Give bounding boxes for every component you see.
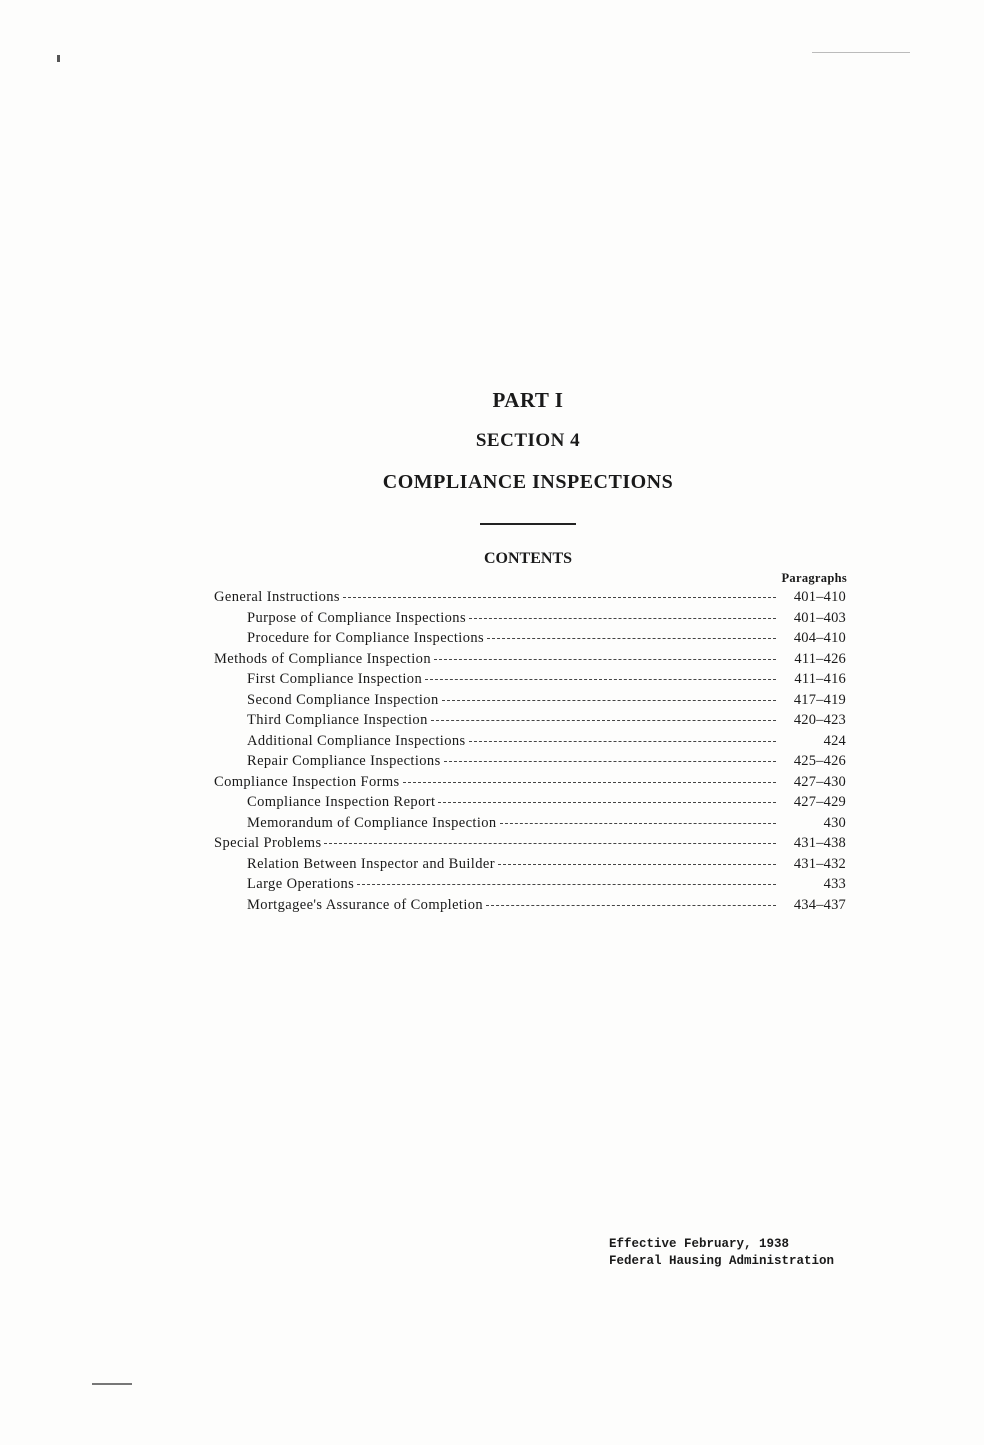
toc-dot-leader [444, 761, 776, 762]
toc-entry-label: Compliance Inspection Report [247, 794, 436, 810]
divider-rule [480, 523, 576, 525]
toc-dot-leader [500, 823, 776, 824]
toc-entry-label: First Compliance Inspection [247, 671, 423, 687]
toc-dot-leader [324, 843, 776, 844]
toc-entry-paragraphs: 431–438 [793, 835, 846, 851]
document-title: COMPLIANCE INSPECTIONS [382, 471, 674, 493]
toc-entry-paragraphs: 424 [823, 732, 846, 749]
toc-entry-paragraphs: 404–410 [793, 630, 846, 646]
toc-entry-paragraphs: 425–426 [793, 753, 846, 769]
toc-entry [214, 733, 846, 754]
toc-entry [214, 835, 846, 856]
toc-entry-paragraphs: 434–437 [793, 896, 846, 913]
toc-entry-paragraphs: 411–426 [794, 650, 846, 667]
toc-entry-paragraphs: 431–432 [793, 855, 846, 872]
agency-name: Federal Hausing Administration [609, 1254, 835, 1268]
contents-heading: CONTENTS [483, 550, 573, 567]
toc-entry-label: Additional Compliance Inspections [247, 732, 466, 749]
toc-dot-leader [434, 659, 776, 660]
toc-entry-label: Large Operations [247, 876, 355, 892]
toc-dot-leader [498, 864, 776, 865]
toc-entry [214, 794, 846, 815]
toc-entry [214, 753, 846, 774]
toc-entry-label: Compliance Inspection Forms [214, 773, 400, 790]
toc-entry-label: Methods of Compliance Inspection [214, 650, 431, 667]
toc-entry [214, 671, 846, 692]
toc-dot-leader [343, 597, 776, 598]
toc-entry-paragraphs: 417–419 [793, 691, 846, 708]
toc-entry-label: Third Compliance Inspection [247, 712, 428, 728]
toc-dot-leader [487, 638, 776, 639]
toc-entry [214, 651, 846, 672]
toc-entry-label: Special Problems [214, 835, 322, 851]
scan-edge-line [812, 52, 910, 53]
footer [609, 1236, 834, 1270]
toc-entry-label: Purpose of Compliance Inspections [247, 609, 466, 626]
toc-entry-label: General Instructions [214, 589, 340, 605]
toc-entry [214, 692, 846, 713]
toc-dot-leader [442, 700, 776, 701]
toc-entry-paragraphs: 430 [823, 814, 846, 831]
part-heading: PART I [492, 388, 564, 412]
toc-entry-paragraphs: 420–423 [793, 712, 846, 728]
toc-dot-leader [438, 802, 776, 803]
toc-entry-paragraphs: 401–403 [793, 609, 846, 626]
toc-dot-leader [469, 741, 776, 742]
toc-dot-leader [486, 905, 776, 906]
toc-entry-paragraphs: 433 [823, 876, 846, 892]
toc-dot-leader [425, 679, 776, 680]
toc-entry [214, 610, 846, 631]
section-heading: SECTION 4 [475, 430, 581, 451]
toc-dot-leader [403, 782, 776, 783]
toc-entry-label: Memorandum of Compliance Inspection [247, 814, 497, 831]
toc-entry [214, 897, 846, 918]
toc-entry-label: Second Compliance Inspection [247, 691, 439, 708]
toc-entry-label: Repair Compliance Inspections [247, 753, 441, 769]
toc-dot-leader [357, 884, 776, 885]
scan-speck [57, 55, 60, 62]
effective-date: Effective February, 1938 [609, 1237, 790, 1251]
toc-entry [214, 856, 846, 877]
toc-entry-paragraphs: 401–410 [793, 589, 846, 605]
paragraphs-column-header: Paragraphs [781, 571, 847, 585]
table-of-contents [214, 589, 846, 917]
toc-entry-label: Procedure for Compliance Inspections [247, 630, 485, 646]
toc-entry [214, 774, 846, 795]
toc-entry-paragraphs: 427–430 [793, 773, 846, 790]
toc-entry [214, 589, 846, 610]
toc-entry [214, 876, 846, 897]
toc-entry-label: Relation Between Inspector and Builder [247, 855, 495, 872]
toc-dot-leader [431, 720, 776, 721]
toc-entry [214, 815, 846, 836]
toc-dot-leader [469, 618, 776, 619]
toc-entry-paragraphs: 411–416 [794, 671, 846, 687]
toc-entry [214, 712, 846, 733]
toc-entry [214, 630, 846, 651]
toc-entry-paragraphs: 427–429 [793, 794, 846, 810]
scan-edge-line [92, 1383, 132, 1385]
toc-entry-label: Mortgagee's Assurance of Completion [247, 896, 484, 913]
